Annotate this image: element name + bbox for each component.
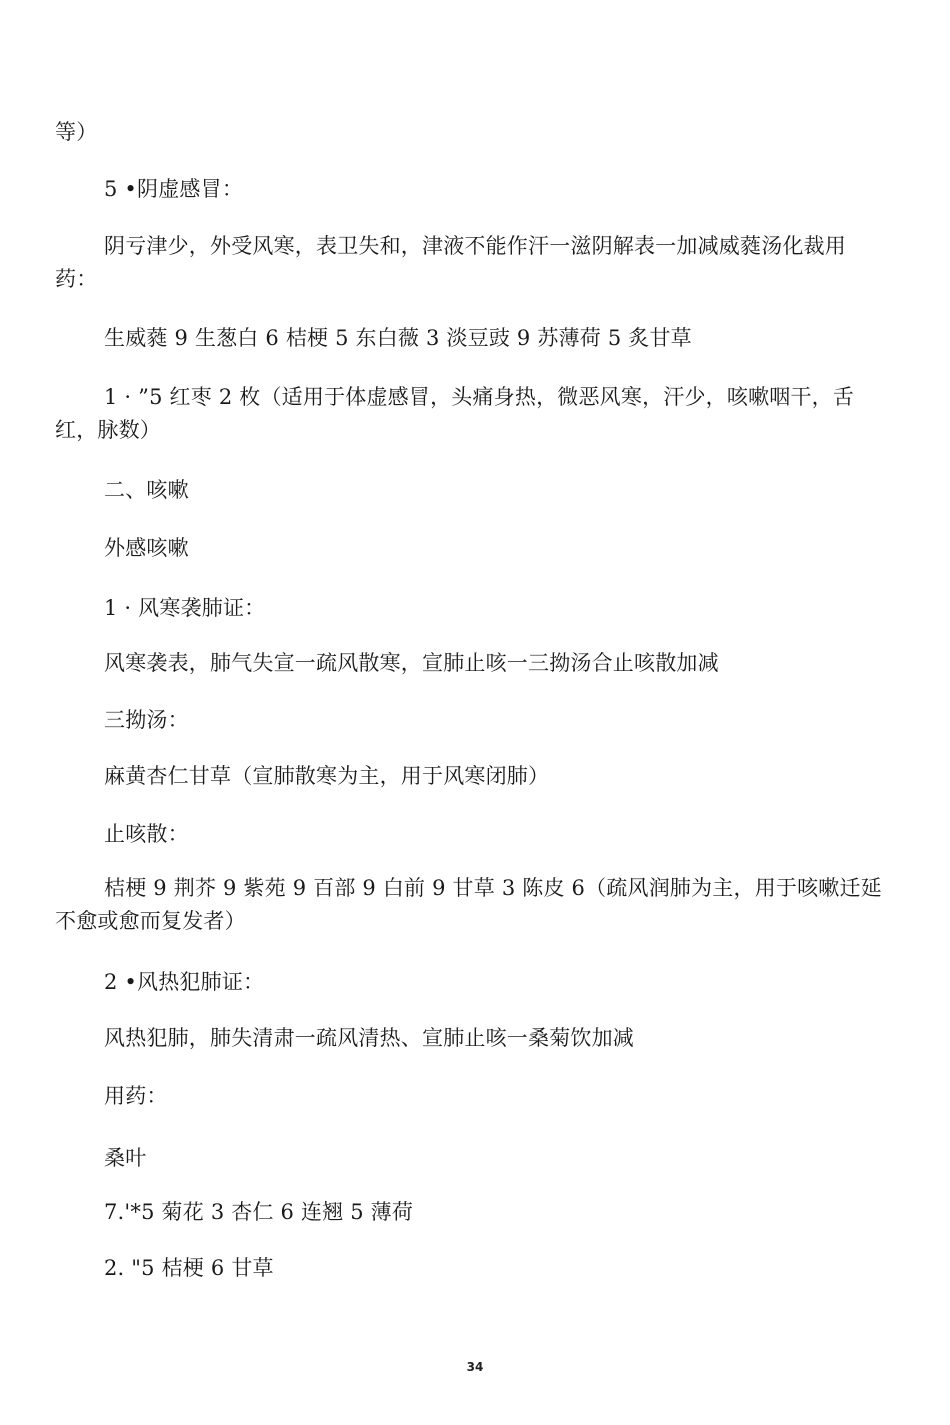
label-sanao-decoction: 三拗汤： xyxy=(104,708,189,732)
paragraph-herb-list-2: 2. "5 桔梗 6 甘草 xyxy=(104,1256,274,1280)
paragraph-sanao-herbs: 麻黄杏仁甘草（宣肺散寒为主，用于风寒闭肺） xyxy=(104,764,550,788)
page-number: 34 xyxy=(466,1360,484,1374)
paragraph-prescription-herbs: 生威蕤 9 生葱白 6 桔梗 5 东白薇 3 淡豆豉 9 苏薄荷 5 炙甘草 xyxy=(104,326,692,350)
paragraph-herb-list-1: 7.'*5 菊花 3 杏仁 6 连翘 5 薄荷 xyxy=(104,1200,414,1224)
paragraph-wind-cold-treatment: 风寒袭表，肺气失宣一疏风散寒，宣肺止咳一三拗汤合止咳散加减 xyxy=(104,651,719,675)
subheading-external-cough: 外感咳嗽 xyxy=(104,536,189,560)
paragraph-yin-deficiency-treatment: 阴亏津少，外受风寒，表卫失和，津液不能作汗一滋阴解表一加减威蕤汤化裁用药： xyxy=(55,234,846,291)
heading-yin-deficiency-cold: 5 •阴虚感冒： xyxy=(104,177,244,201)
label-medication: 用药： xyxy=(104,1084,168,1108)
paragraph-herb-mulberry-leaf: 桑叶 xyxy=(104,1146,147,1170)
paragraph-zhike-herbs: 桔梗 9 荆芥 9 紫苑 9 百部 9 白前 9 甘草 3 陈皮 6（疏风润肺为主，用于咳嗽迁延不愈或愈而复发者） xyxy=(55,876,882,933)
paragraph-continuation: 等） xyxy=(55,120,98,144)
label-zhike-powder: 止咳散： xyxy=(104,822,189,846)
heading-wind-cold-lung: 1 · 风寒袭肺证： xyxy=(104,596,266,620)
section-heading-cough: 二、咳嗽 xyxy=(104,478,189,502)
paragraph-wind-heat-treatment: 风热犯肺，肺失清肃一疏风清热、宣肺止咳一桑菊饮加减 xyxy=(104,1026,634,1050)
heading-wind-heat-lung: 2 •风热犯肺证： xyxy=(104,970,265,994)
paragraph-prescription-indication: 1 · ”5 红枣 2 枚（适用于体虚感冒，头痛身热，微恶风寒，汗少，咳嗽咽干，舌红，脉数） xyxy=(55,385,855,442)
